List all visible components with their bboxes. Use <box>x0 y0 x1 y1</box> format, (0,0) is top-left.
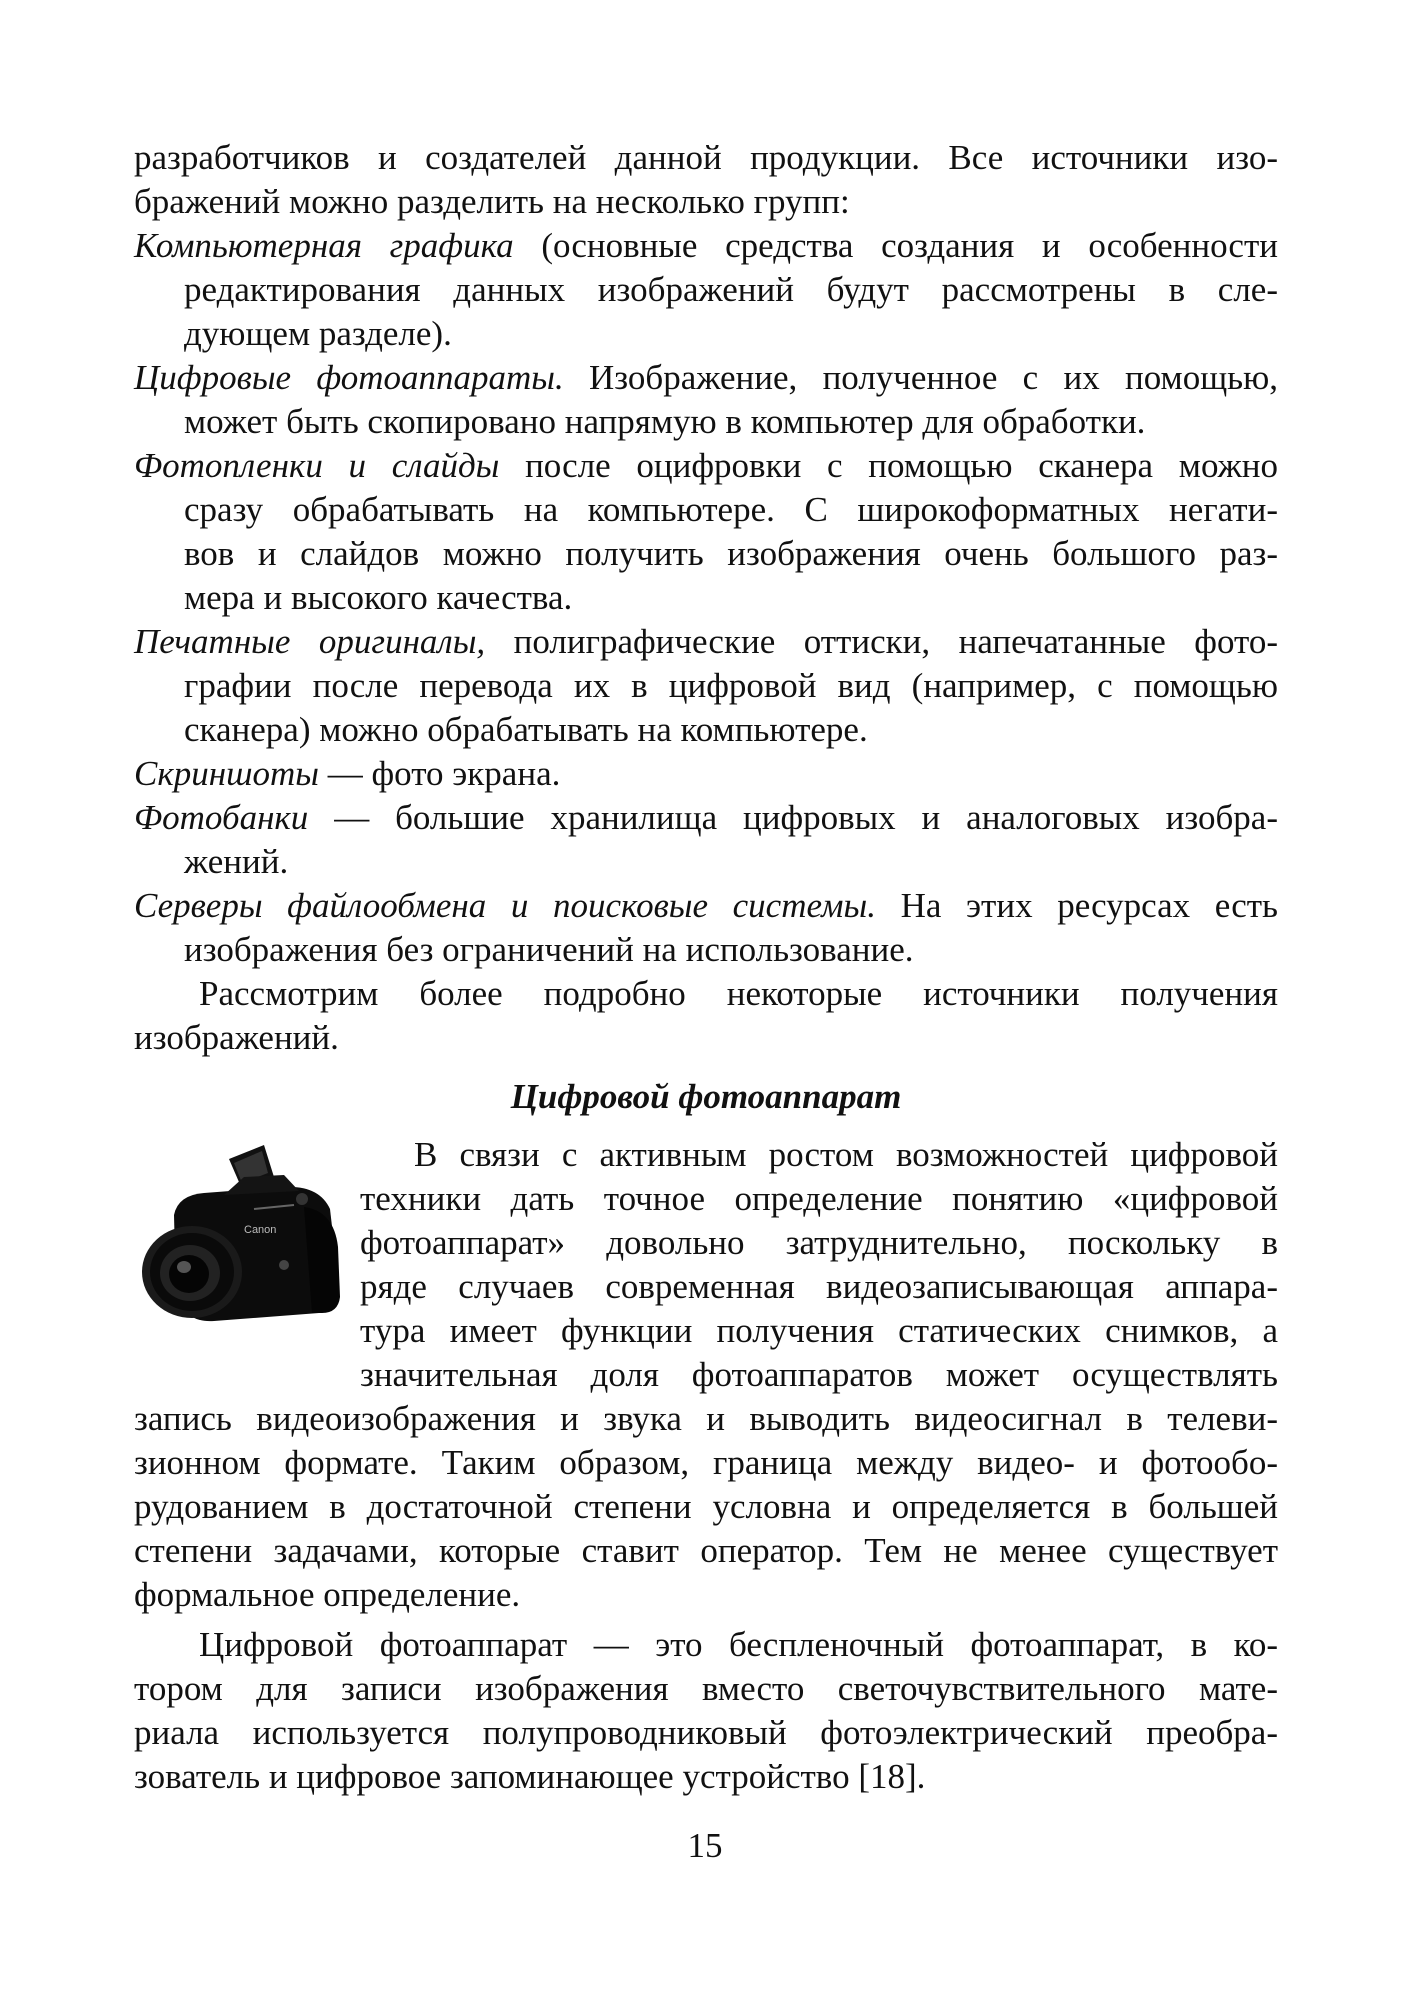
intro-line-2: бражений можно разделить на несколько групп: <box>134 182 850 221</box>
definition-line: риала используется полупроводниковый фотоэлектрический преобра- <box>134 1713 1278 1752</box>
wrapped-line: фотоаппарат» довольно затруднительно, поскольку в <box>360 1223 1278 1262</box>
wrapped-line: ряде случаев современная видеозаписывающая аппара- <box>360 1267 1278 1306</box>
source-text: На этих ресурсах есть <box>875 886 1278 925</box>
source-item-films-slides <box>134 444 1278 620</box>
camera-brand-text: Canon <box>244 1224 277 1236</box>
source-term: Компьютерная графика <box>134 226 514 265</box>
source-item-computer-graphics <box>134 224 1278 356</box>
definition-line: зователь и цифровое запоминающее устройство [18]. <box>134 1757 926 1796</box>
source-text: графии после перевода их в цифровой вид (например, с помощью <box>184 666 1278 705</box>
source-term: Фотобанки <box>134 798 309 837</box>
section-heading: Цифровой фотоаппарат <box>510 1077 902 1116</box>
camera-icon <box>134 1137 344 1337</box>
wrapped-line: значительная доля фотоаппаратов может осуществлять <box>360 1355 1278 1394</box>
paragraph-line: зионном формате. Таким образом, граница между видео- и фотообо- <box>134 1443 1278 1482</box>
summary-line-1: Рассмотрим более подробно некоторые источники получения <box>199 974 1278 1013</box>
paragraph-line: рудованием в достаточной степени условна и определяется в большей <box>134 1487 1278 1526</box>
definition-line: Цифровой фотоаппарат — это беспленочный фотоаппарат, в ко- <box>199 1625 1278 1664</box>
source-item-file-servers <box>134 884 1278 972</box>
source-item-printed-originals <box>134 620 1278 752</box>
source-term: Скриншоты <box>134 754 319 793</box>
source-text: редактирования данных изображений будут рассмотрены в сле- <box>184 270 1278 309</box>
source-text: (основные средства создания и особенности <box>513 226 1278 265</box>
source-text: изображения без ограничений на использование. <box>184 930 914 969</box>
source-text: жений. <box>184 842 289 881</box>
source-text: Изображение, полученное с их помощью, <box>563 358 1279 397</box>
intro-line-1: разработчиков и создателей данной продукции. Все источники изо- <box>134 138 1278 177</box>
wrapped-line: В связи с активным ростом возможностей цифровой <box>414 1135 1278 1174</box>
definition-line: тором для записи изображения вместо светочувствительного мате- <box>134 1669 1278 1708</box>
source-item-screenshots <box>134 752 1278 796</box>
source-text: — большие хранилища цифровых и аналоговых изобра- <box>308 798 1278 837</box>
wrapped-line: тура имеет функции получения статических снимков, а <box>360 1311 1278 1350</box>
source-item-photobanks <box>134 796 1278 884</box>
source-text: мера и высокого качества. <box>184 578 573 617</box>
source-term: Цифровые фотоаппараты. <box>134 358 564 397</box>
source-term: Печатные оригиналы, <box>134 622 486 661</box>
source-text: вов и слайдов можно получить изображения очень большого раз- <box>184 534 1278 573</box>
paragraph-line: степени задачами, которые ставит оператор. Тем не менее существует <box>134 1531 1278 1570</box>
source-text: полиграфические оттиски, напечатанные фото- <box>485 622 1278 661</box>
source-text: дующем разделе). <box>184 314 452 353</box>
paragraph-line: формальное определение. <box>134 1575 521 1614</box>
source-text: — фото экрана. <box>318 754 561 793</box>
paragraph-line: запись видеоизображения и звука и выводить видеосигнал в телеви- <box>134 1399 1278 1438</box>
source-text: сканера) можно обрабатывать на компьютере. <box>184 710 868 749</box>
wrapped-line: техники дать точное определение понятию «цифровой <box>360 1179 1278 1218</box>
camera-paragraph <box>134 1133 1278 1397</box>
source-text: сразу обрабатывать на компьютере. С широкоформатных негати- <box>184 490 1278 529</box>
source-term: Серверы файлообмена и поисковые системы. <box>134 886 876 925</box>
source-text: после оцифровки с помощью сканера можно <box>499 446 1278 485</box>
page-body <box>134 136 1278 1799</box>
summary-line-2: изображений. <box>134 1018 339 1057</box>
source-item-digital-cameras <box>134 356 1278 444</box>
page-number: 15 <box>687 1826 723 1865</box>
source-term: Фотопленки и слайды <box>134 446 500 485</box>
source-text: может быть скопировано напрямую в компьютер для обработки. <box>184 402 1146 441</box>
